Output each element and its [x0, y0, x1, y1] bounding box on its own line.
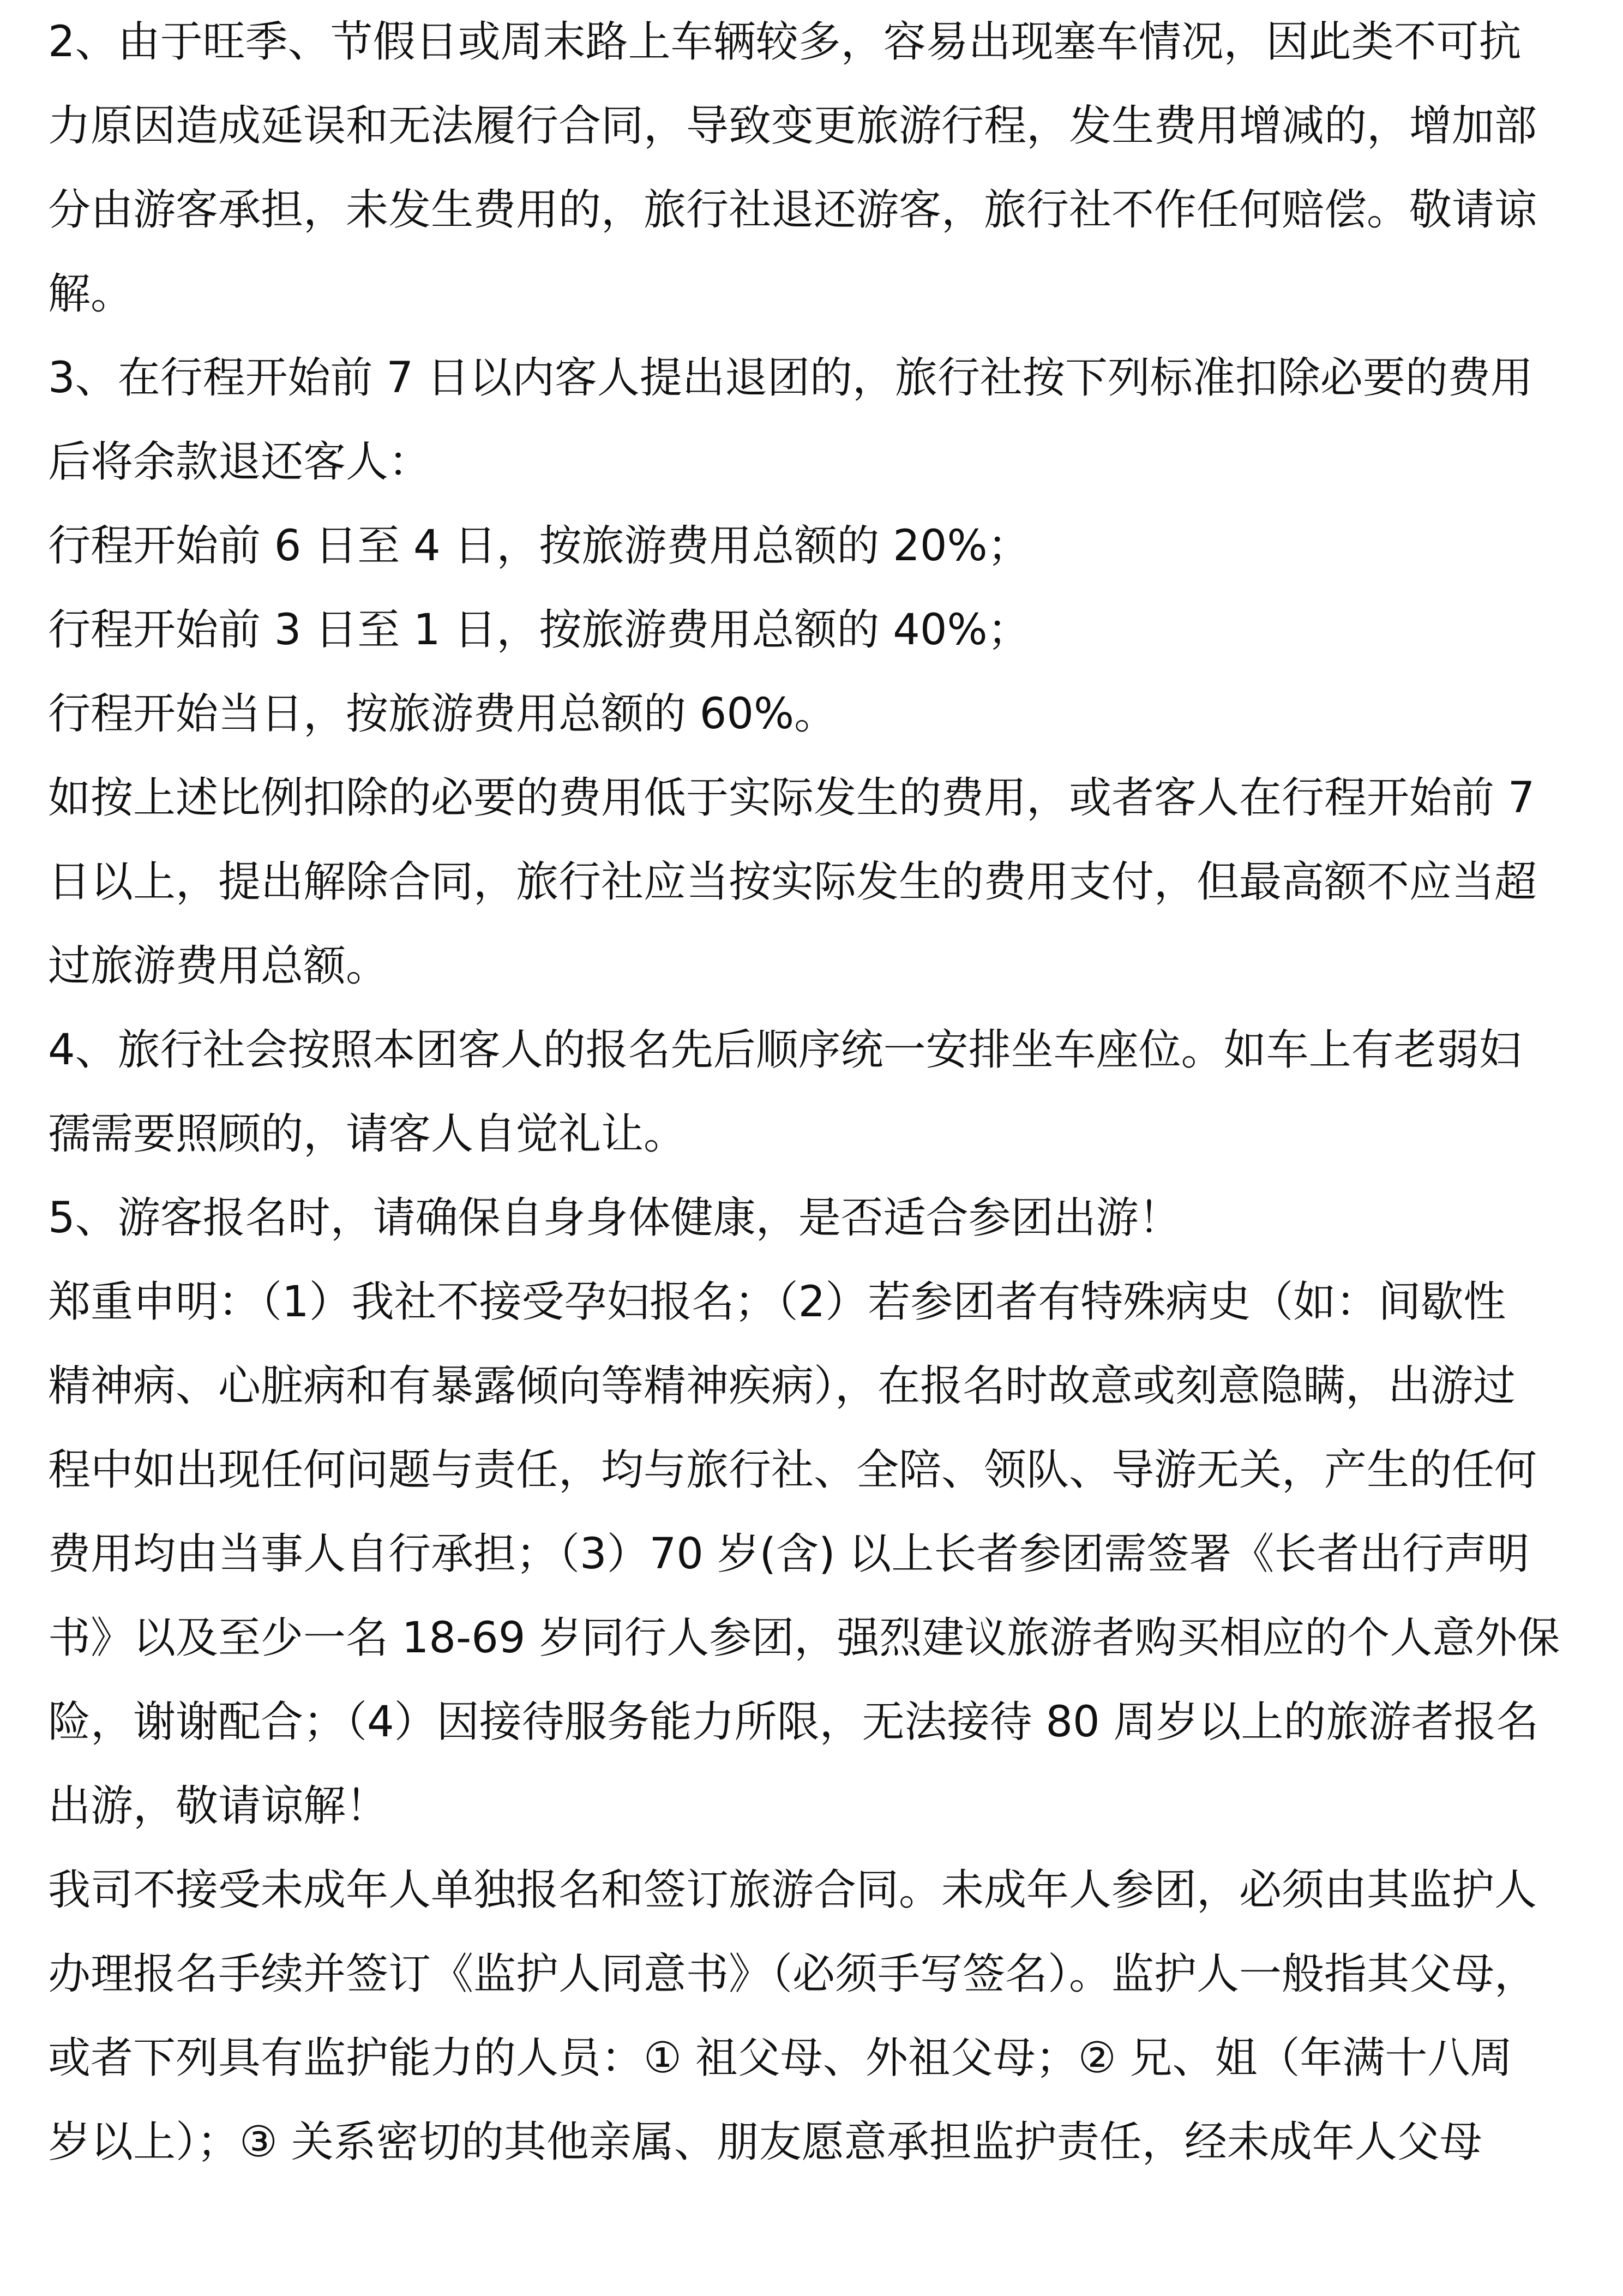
- text-line: 岁以上）；③ 关系密切的其他亲属、朋友愿意承担监护责任，经未成年人父母: [48, 2118, 1482, 2167]
- text-line: 或者下列具有监护能力的人员：① 祖父母、外祖父母；② 兄、姐（年满十八周: [48, 2034, 1513, 2083]
- text-line: 力原因造成延误和无法履行合同，导致变更旅游行程，发生费用增减的，增加部: [48, 101, 1537, 151]
- text-line: 5、游客报名时，请确保自身身体健康，是否适合参团出游！: [48, 1194, 1181, 1243]
- text-line: 日以上，提出解除合同，旅行社应当按实际发生的费用支付，但最高额不应当超: [48, 858, 1537, 907]
- text-line: 书》以及至少一名 18-69 岁同行人参团，强烈建议旅游者购买相应的个人意外保: [48, 1614, 1560, 1663]
- text-line: 后将余款退还客人：: [48, 437, 431, 487]
- text-line: 郑重申明：（1）我社不接受孕妇报名；（2）若参团者有特殊病史（如：间歇性: [48, 1278, 1506, 1327]
- text-line: 行程开始前 3 日至 1 日，按旅游费用总额的 40%；: [48, 606, 1030, 655]
- text-line: 2、由于旺季、节假日或周末路上车辆较多，容易出现塞车情况，因此类不可抗: [48, 17, 1522, 67]
- text-line: 如按上述比例扣除的必要的费用低于实际发生的费用，或者客人在行程开始前 7: [48, 774, 1535, 823]
- text-line: 孺需要照顾的，请客人自觉礼让。: [48, 1110, 687, 1159]
- text-line: 行程开始当日，按旅游费用总额的 60%。: [48, 690, 837, 739]
- text-line: 行程开始前 6 日至 4 日，按旅游费用总额的 20%；: [48, 521, 1030, 571]
- text-line: 分由游客承担，未发生费用的，旅行社退还游客，旅行社不作任何赔偿。敬请谅: [48, 185, 1537, 235]
- text-line: 解。: [48, 269, 134, 319]
- text-line: 我司不接受未成年人单独报名和签订旅游合同。未成年人参团，必须由其监护人: [48, 1866, 1537, 1915]
- text-line: 精神病、心脏病和有暴露倾向等精神疾病），在报名时故意或刻意隐瞒，出游过: [48, 1362, 1516, 1411]
- text-line: 出游，敬请谅解！: [48, 1782, 389, 1831]
- text-line: 程中如出现任何问题与责任，均与旅行社、全陪、领队、导游无关，产生的任何: [48, 1446, 1537, 1495]
- text-line: 办理报名手续并签订《监护人同意书》（必须手写签名）。监护人一般指其父母，: [48, 1950, 1537, 1999]
- text-line: 费用均由当事人自行承担；（3）70 岁(含) 以上长者参团需签署《长者出行声明: [48, 1530, 1530, 1579]
- text-line: 险，谢谢配合；（4）因接待服务能力所限，无法接待 80 周岁以上的旅游者报名: [48, 1698, 1539, 1747]
- text-line: 过旅游费用总额。: [48, 942, 389, 991]
- text-line: 3、在行程开始前 7 日以内客人提出退团的，旅行社按下列标准扣除必要的费用: [48, 353, 1533, 403]
- text-line: 4、旅行社会按照本团客人的报名先后顺序统一安排坐车座位。如车上有老弱妇: [48, 1026, 1522, 1075]
